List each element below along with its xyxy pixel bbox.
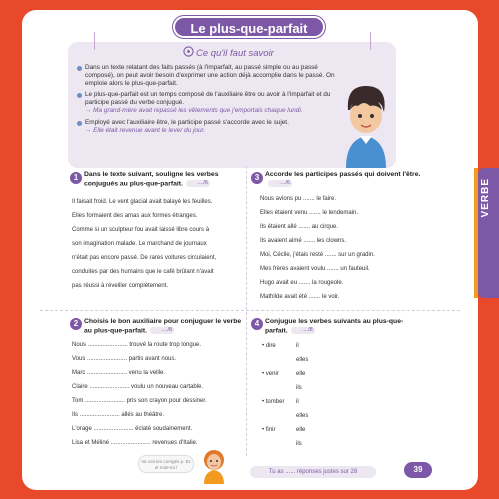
speech-icon xyxy=(183,46,194,57)
conjugation-row xyxy=(262,409,442,423)
exercise-3-line: Mathilde avait été ....... le voir. xyxy=(260,294,340,300)
conjugation-row xyxy=(262,339,442,353)
exercise-1-title xyxy=(84,171,244,188)
pin-line xyxy=(94,32,95,50)
recall-paragraph-2 xyxy=(76,91,348,115)
section-tab-label: VERBE xyxy=(480,178,491,218)
recall-paragraph-1: Dans un texte relatant des faits passés (à l'imparfait, au passé simple ou au passé composé), on peut avoir besoin d'exprimer une action déjà accomplie dans le passé. On emploie alors le plus-que-parfait. xyxy=(76,64,348,88)
exercise-2-line: Tom ........................ pris son crayon pour dessiner. xyxy=(72,398,207,404)
score-tally: Tu as ...... réponses justes sur 28 xyxy=(250,466,376,478)
exercise-2-line: Claire ........................ voulu un nouveau cartable. xyxy=(72,384,204,390)
recall-paragraph-3 xyxy=(76,119,348,135)
conjugation-verb: • venir xyxy=(262,371,279,377)
recall-example-1: → Ma grand-mère avait repassé les vêtements que j'emportais chaque lundi. xyxy=(85,107,303,115)
conjugation-row xyxy=(262,423,442,437)
conjugation-row xyxy=(262,395,442,409)
exercise-3-text xyxy=(260,192,375,304)
conjugation-subject: il xyxy=(296,343,299,349)
pin-line xyxy=(370,32,371,50)
recall-agreement: Employé avec l'auxiliaire être, le participe passé s'accorde avec le sujet. xyxy=(85,118,289,126)
exercise-4-score: ..../8 xyxy=(291,327,315,334)
boy-illustration xyxy=(338,80,394,168)
recall-example-2: → Elle était revenue avant le lever du jour. xyxy=(85,126,206,134)
conjugation-row xyxy=(262,367,442,381)
exercise-3-line: Elles étaient venu ....... le lendemain. xyxy=(260,210,359,216)
exercise-1-number: 1 xyxy=(70,172,82,184)
exercise-3-number: 3 xyxy=(251,172,263,184)
exercise-2-line: L'orage ........................ éclaté soudainement. xyxy=(72,426,193,432)
exercise-2-number: 2 xyxy=(70,318,82,330)
exercise-1-line: pas réussi à réveiller complètement. xyxy=(72,283,169,289)
exercise-1-instruction: Dans le texte suivant, souligne les verbes conjugués au plus-que-parfait. xyxy=(84,171,219,187)
conjugation-subject: elles xyxy=(296,357,309,363)
exercise-4-title xyxy=(265,318,405,335)
conjugation-subject: ils xyxy=(296,385,302,391)
conjugation-subject: elles xyxy=(296,413,309,419)
conjugation-row xyxy=(262,353,442,367)
corrections-bubble: Va voir les corrigés p. 91 et note-toi ! xyxy=(138,455,194,473)
exercise-3-line: Ils avaient aimé ....... les clowns. xyxy=(260,238,347,244)
exercise-3-instruction: Accorde les participes passés qui doivent l'être. xyxy=(265,171,421,178)
exercise-2-score: ..../8 xyxy=(150,327,174,334)
conjugation-verb: • finir xyxy=(262,427,276,433)
conjugation-row xyxy=(262,437,442,451)
page-number: 39 xyxy=(404,462,432,478)
exercise-1-line: son imagination malade. Le marchand de journaux xyxy=(72,241,207,247)
exercise-3-line: Moi, Cécile, j'étais resté ....... sur un gradin. xyxy=(260,252,375,258)
exercise-1-text xyxy=(72,195,216,293)
exercise-2-line: Ils ........................ allés au théâtre. xyxy=(72,412,165,418)
exercise-3-line: Mes frères avaient voulu ....... un fauteuil. xyxy=(260,266,370,272)
exercise-2-title xyxy=(84,318,244,335)
exercise-1-line: Comme si un sculpteur fou avait laissé libre cours à xyxy=(72,227,210,233)
exercise-2-line: Vous ........................ partis avant nous. xyxy=(72,356,177,362)
exercise-2-text xyxy=(72,338,207,450)
conjugation-row xyxy=(262,381,442,395)
exercise-3-line: Nous avions pu ....... le faire. xyxy=(260,196,337,202)
exercise-2-line: Lisa et Méliné ........................ revenues d'Italie. xyxy=(72,440,198,446)
exercise-3-line: Hugo avait eu ....... la rougeole. xyxy=(260,280,344,286)
conjugation-subject: il xyxy=(296,399,299,405)
conjugation-subject: elle xyxy=(296,371,306,377)
exercise-2-instruction: Choisis le bon auxiliaire pour conjuguer le verbe au plus-que-parfait. xyxy=(84,318,242,334)
exercise-1-line: Il faisait froid. Le vent glacial avait balayé les feuilles. xyxy=(72,199,213,205)
column-divider xyxy=(246,166,247,456)
conjugation-subject: elle xyxy=(296,427,306,433)
girl-illustration xyxy=(200,448,228,484)
conjugation-verb: • dire xyxy=(262,343,276,349)
exercise-4-number: 4 xyxy=(251,318,263,330)
exercise-3-line: Ils étaient allé ....... au cirque. xyxy=(260,224,339,230)
recall-heading: Ce qu'il faut savoir xyxy=(196,48,274,59)
exercise-3-score: ..../6 xyxy=(268,180,292,187)
exercise-4-table xyxy=(262,339,442,451)
lesson-title: Le plus-que-parfait xyxy=(173,16,325,38)
exercise-3-title xyxy=(265,171,445,188)
recall-rule: Le plus-que-parfait est un temps composé de l'auxiliaire être ou avoir à l'imparfait et du participe passé du verbe conjugué. xyxy=(85,91,331,107)
exercise-1-line: n'était pas encore passé. De rares voitures circulaient, xyxy=(72,255,217,261)
exercise-2-line: Marc ........................ venu la veille. xyxy=(72,370,166,376)
conjugation-verb: • tomber xyxy=(262,399,285,405)
exercise-1-score: ..../6 xyxy=(186,180,210,187)
exercise-1-line: conduites par des humains que le café brûlant n'avait xyxy=(72,269,214,275)
exercise-2-line: Nous ........................ trouvé la route trop longue. xyxy=(72,342,202,348)
exercise-4-instruction: Conjugue les verbes suivants au plus-que-parfait. xyxy=(265,318,404,334)
exercise-1-line: Elles formaient des amas aux formes étranges. xyxy=(72,213,198,219)
conjugation-subject: ils xyxy=(296,441,302,447)
row-divider xyxy=(40,310,460,311)
recall-text xyxy=(76,64,348,138)
